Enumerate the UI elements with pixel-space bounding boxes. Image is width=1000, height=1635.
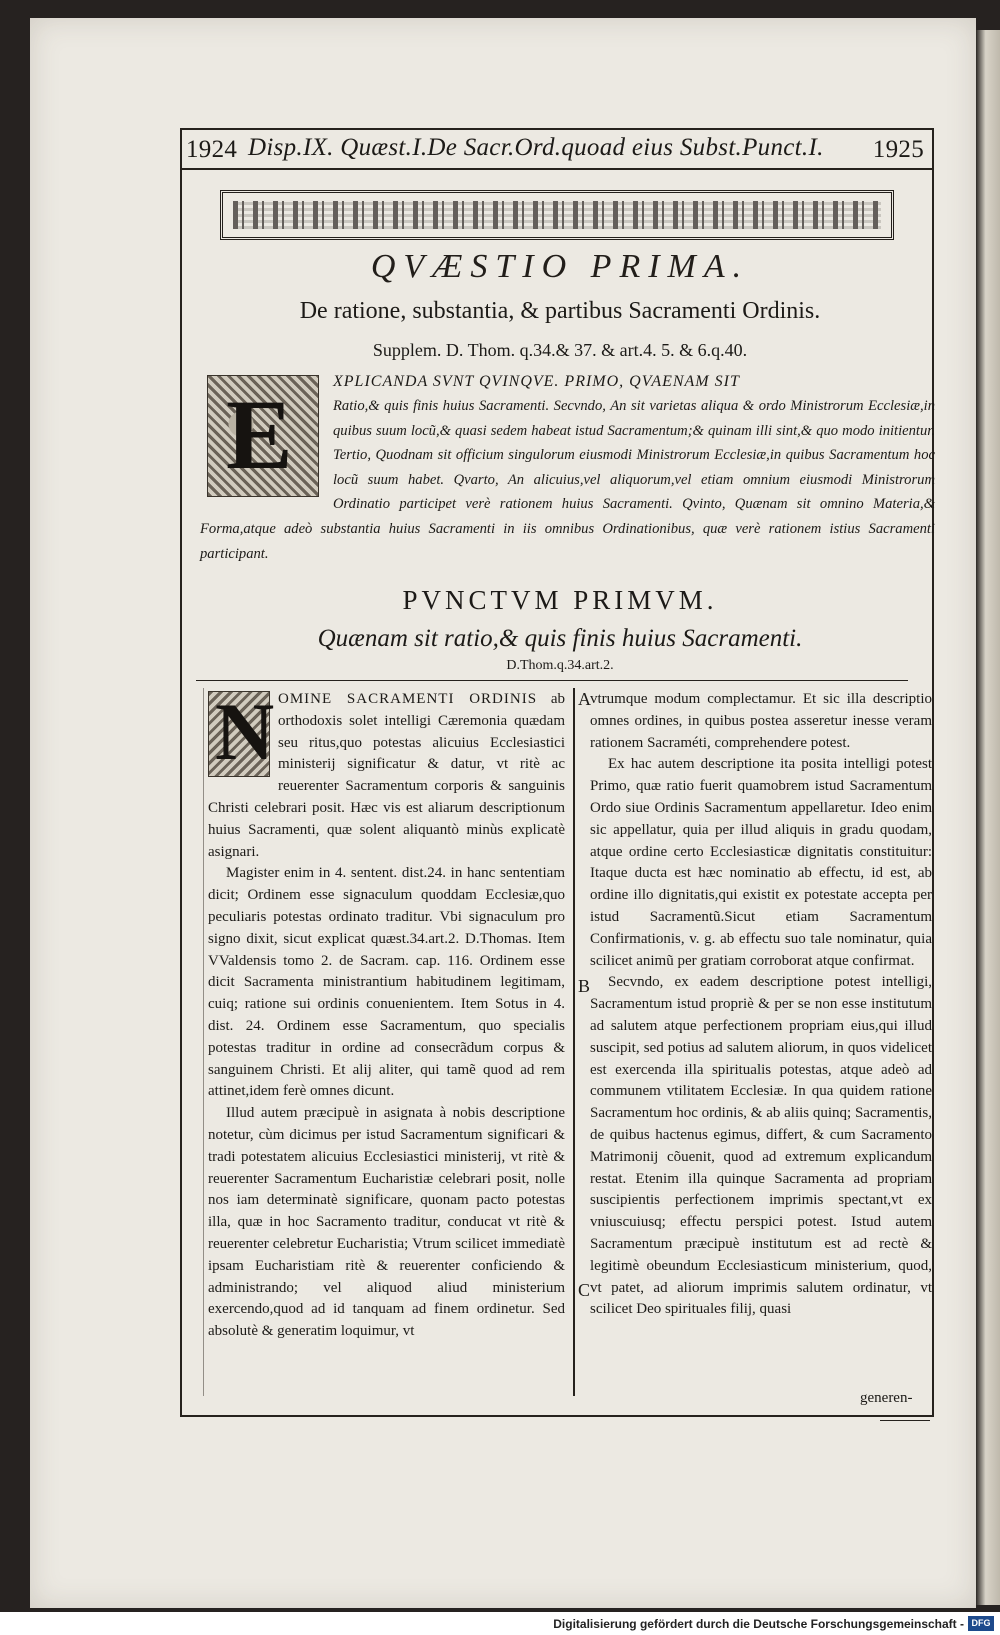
punctum-subtitle: Quænam sit ratio,& quis finis huius Sacramenti. <box>317 625 803 652</box>
margin-marker-a: A <box>578 689 591 709</box>
initial-space <box>200 394 333 516</box>
footer-credit: Digitalisierung gefördert durch die Deutsche Forschungsgemeinschaft - <box>553 1617 964 1631</box>
running-title: Disp.IX. Quæst.I.De Sacr.Ord.quoad eius Subst.Punct.I. <box>248 134 824 161</box>
margin-marker-b: B <box>578 976 591 996</box>
columns-top-rule <box>196 680 908 681</box>
quaestio-title: QVÆSTIO PRIMA. <box>370 248 750 285</box>
intro-text: Ratio,& quis finis huius Sacramenti. Secvndo, An sit varietas aliqua & ordo Ministrorum Ecclesiæ,in quibus suum locũ,& quasi sedem habeat istud Sacramentum;& quinam illi sint,& quo modo initientur. Tertio, Quodnam sit officium singulorum eiusmodi Ministrorum Ecclesiæ,in quibus Sacramentum hoc locũ suum habet. Qvarto, An alicuius,vel aliquorum,vel etiam omnium eiusmodi Ministrorum Ordinatio participet verè rationem huius Sacramenti. Qvinto, Quænam sit omnino Materia,& Forma,atque adeò substantia huius Sacramenti in iis omnibus Ordinationibus, quæ verè rationem istius Sacramenti participant. <box>200 398 935 562</box>
digitization-footer <box>0 1612 1000 1635</box>
intro-paragraph <box>200 394 935 566</box>
left-column <box>208 686 565 1343</box>
ornament-pattern <box>233 201 881 229</box>
ornamental-band <box>220 190 894 240</box>
paragraph-lead: OMINE SACRAMENTI ORDINIS <box>278 691 538 707</box>
dfg-logo: DFG <box>968 1616 994 1631</box>
quaestio-reference: Supplem. D. Thom. q.34.& 37. & art.4. 5. & 6.q.40. <box>372 340 748 360</box>
intro-first-line: XPLICANDA SVNT QVINQVE. PRIMO, QVAENAM SIT <box>333 373 740 390</box>
margin-marker-c: C <box>578 1280 591 1300</box>
initial-letter: E <box>226 379 293 490</box>
catchword: generen- <box>860 1390 913 1406</box>
left-paragraph-1 <box>208 686 565 863</box>
page-number-left: 1924 <box>186 136 238 163</box>
decorated-initial-n <box>208 686 275 777</box>
punctum-reference: D.Thom.q.34.art.2. <box>506 658 614 673</box>
facing-page-edge <box>976 30 1000 1605</box>
right-column <box>590 689 932 1321</box>
right-paragraph-1: vtrumque modum complectamur. Et sic illa descriptio omnes ordines, in quibus postea asseretur inesse veram rationem Sacraméti, comprehendere potest. <box>590 691 932 751</box>
catchword-rule <box>880 1420 930 1421</box>
initial-letter: N <box>215 686 275 777</box>
quaestio-subtitle: De ratione, substantia, & partibus Sacramenti Ordinis. <box>299 298 821 324</box>
column-divider <box>573 688 575 1396</box>
left-column-rule <box>203 688 204 1396</box>
page-number-right: 1925 <box>872 136 924 163</box>
punctum-title: PVNCTVM PRIMVM. <box>402 585 718 615</box>
left-paragraph-2: Magister enim in 4. sentent. dist.24. in hanc sententiam dicit; Ordinem esse signaculum quoddam Ecclesiæ,quo peculiaris potestas ordinato traditur. Vbi signaculum pro signo dixit, sicut explicat quæst.34.art.2. D.Thomas. Item VValdensis tomo 2. de Sacram. cap. 116. Ordinem esse dicit Sacramenta ministrantium habitudinem legitimam, cuiq; ratione sui ordinis conuenientem. Item Sotus in 4. dist. 24. Ordinem esse Sacramentum, quo specialis potestas traditur in ordine ad consecrãdum corpus & sanguinem Christi. Et alij aliter, qui tamẽ quod ad rem attinet,idem ferè omnes dicunt. <box>208 865 565 1100</box>
paragraph-text: ab orthodoxis solet intelligi Cæremonia quædam seu ritus,quo potestas alicuius Ecclesiastici ministerij significatur & datur, vt ritè ac reuerenter Sacramentum corporis & sanguinis Christi celebrari posit. Hæc vis est aliarum descriptionum huius Sacramenti, quæ solent aliquantò minùs explicatè asignari. <box>208 691 565 860</box>
right-paragraph-3: Secvndo, ex eadem descriptione potest intelligi, Sacramentum istud propriè & per se non esse institutum ad salutem atque perfectionem propriam eius,qui illud suscipit, sed potius ad salutem aliorum, in quos videlicet est exercenda illa spiritualis potestas, atque adeò ad communem vtilitatem Ecclesiæ. In qua quidem ratione Sacramentum hoc ordinis, & ab aliis quinq; Sacramentis, de quibus hactenus egimus, differt, & cum Sacramento Matrimonij cõuenit, quod ad extremum explicandum restat. Etenim illa quinque Sacramenta ad propriam suscipientis perfectionem imprimis spectant,vt ex vniuscuiusq; effectu perspici potest. Istud autem Sacramentum præcipuè institutum est ad rectè & legitimè obeundum Ecclesiasticum ministerium, quod, vt patet, ad aliorum imprimis salutem ordinatur, vt scilicet Deo spirituales filij, quasi <box>590 974 933 1318</box>
right-paragraph-2: Ex hac autem descriptione ita posita intelligi potest Primo, quæ ratio fuerit quamobrem istud Sacramentum Ordo siue Ordinis Sacramentum appellaretur. Ideo enim sic appellatur, quia per illud aliquis in gradu quodam, atque ordine certo Ecclesiasticæ dignitatis constituitur: Itaque ducta est hæc nominatio ab effectu, id est, ab ordine illo dignitatis,qui existit ex potestate accepta per istud Sacramentũ.Sicut etiam Sacramentum Confirmationis, v. g. ab effectu suo tale nominatur, quia scilicet animũ per gratiam corroborat atque confirmat. <box>590 756 932 969</box>
left-paragraph-3: Illud autem præcipuè in asignata à nobis descriptione notetur, cùm dicimus per istud Sacramentum significari & tradi potestatem alicuius Ecclesiastici ministerij, vt ritè & reuerenter Sacramentum Eucharistiæ celebrari posit, nolle nos iam determinatè significare, quonam pacto potestas illa, quæ in hoc Sacramento traditur, conducat vt ritè & reuerenter celebretur Eucharistia; Vtrum scilicet immediatè ipsam Eucharistiam ritè & reuerenter conficiendo & administrando; vel aliquod aliud ministerium exercendo,quod ad id tanquam ad finem ordinetur. Sed absolutè & generatim loquimur, vt <box>208 1105 565 1340</box>
